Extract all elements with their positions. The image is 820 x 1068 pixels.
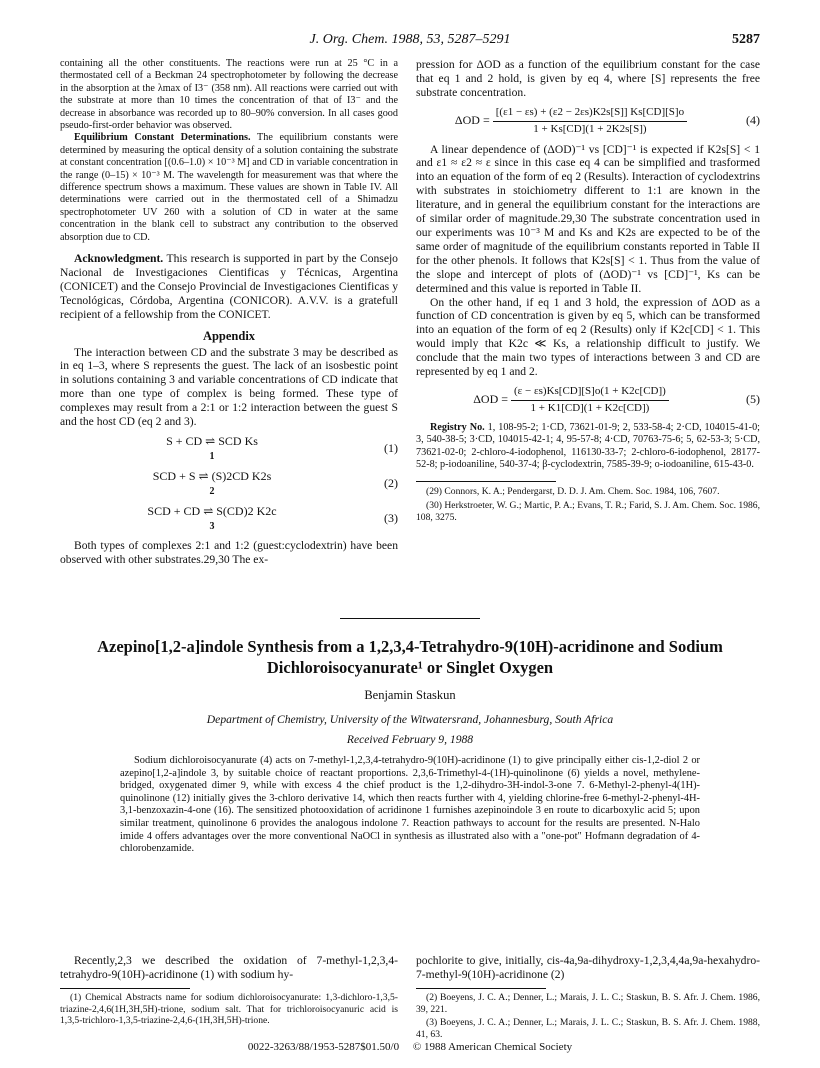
equilibrium-text: The equilibrium constants were determined by measuring the optical density of a solution containing the substrate at constant concentration [(0.6–1.0) × 10⁻³ M] and CD in variable concentration in the range (0–15) × 10⁻³ M. The wavelength for measurement was that where the difference spectrum shows a maximum. These values are shown in Table IV. All determinations were carried out in the thermostated cell of a Shimadzu spectrophotometer UV 260 with a solution of CD in water at the same concentration in the blank cell to substract any contribution to the observed absorption due to CD. — [60, 132, 398, 243]
equation-2-number: (2) — [384, 476, 398, 491]
running-header — [60, 32, 760, 52]
equation-3-number: (3) — [384, 511, 398, 526]
equation-4-number: (4) — [746, 113, 760, 128]
equation-1 — [60, 435, 398, 464]
reference-30: (30) Herkstroeter, W. G.; Martic, P. A.; Evans, T. R.; Farid, S. J. Am. Chem. Soc. 1986, 108, 3275. — [416, 499, 760, 523]
equation-2-text: SCD + S ⇌ (S)2CD K2s — [152, 468, 272, 483]
registry-heading: Registry No. — [430, 421, 485, 433]
article-author: Benjamin Staskun — [364, 688, 456, 702]
appendix-heading: Appendix — [202, 328, 256, 343]
equilibrium-heading: Equilibrium Constant Determinations. — [74, 132, 251, 144]
equation-4 — [416, 106, 760, 137]
copyright: © 1988 American Chemical Society — [412, 1041, 573, 1053]
equilibrium-paragraph — [60, 132, 398, 244]
footnotes-right — [416, 988, 760, 1042]
equation-5-denominator: 1 + K1[CD](1 + K2c[CD]) — [530, 401, 650, 414]
equation-3-text: SCD + CD ⇌ S(CD)2 K2c — [147, 503, 277, 518]
appendix-text: The interaction between CD and the substrate 3 may be described as in eq 1–3, where S represents the guest. The lack of an isosbestic point in solutions containing 3 and variable concentrations of CD indicate that more than one type of complex is being formed. These type of complexes may result from a 2:1 or 1:2 interaction between the guest S and the host CD (eq 2 and 3). — [60, 345, 398, 429]
linear-dependence-paragraph: A linear dependence of (ΔOD)⁻¹ vs [CD]⁻¹ is expected if K2s[S] < 1 and ε1 ≈ ε2 ≈ ε since in this case eq 4 can be simplified and trasformed into an equation of the form of eq 2 (Results). Interaction of cyclodextrins with substrates in stoichiometry different to 1:1 are known in the literature, and in general the equilibrium constant for the interactions are of similar order of magnitude.29,30 The substrate concentration used in our experiments was 10⁻³ M and Ks and K2s are expected to be of the same order of magnitude of the equilibrium constants reported in Table II for the other phenols. It follows that K2s[S] < 1. Thus from the value of the slope and intercept of plots of (ΔOD)⁻¹ vs [CD]⁻¹, Ks can be determined and this value is reported in Table II. — [416, 142, 760, 295]
article-separator — [340, 618, 480, 619]
footnote-2: (2) Boeyens, J. C. A.; Denner, L.; Marais, J. L. C.; Staskun, B. S. Afr. J. Chem. 1986, 39, 221. — [416, 992, 760, 1015]
equation-1-number: (1) — [384, 441, 398, 456]
received-date: Received February 9, 1988 — [346, 733, 474, 746]
body-left: Recently,2,3 we described the oxidation of 7-methyl-1,2,3,4-tetrahydro-9(10H)-acridinone (1) with sodium hy- — [60, 954, 398, 981]
registry-text: 1, 108-95-2; 1·CD, 73621-01-9; 2, 533-58-4; 2·CD, 104015-41-0; 3, 540-38-5; 3·CD, 104015-42-1; 4, 95-57-8; 4·CD, 70763-75-6; 5, 62-53-3; 5·CD, 73621-02-0; 2-chloro-4-iodophenol, 116130-33-7; 2-chloro-6-iodophenol, 28177-52-8; p-iodoaniline, 540-37-4; β-cyclodextrin, 7585-39-9; o-iodoaniline, 615-43-0. — [416, 421, 761, 470]
equation-1-compound: 1 — [209, 450, 215, 462]
references — [416, 486, 760, 523]
journal-citation: J. Org. Chem. 1988, 53, 5287–5291 — [309, 32, 511, 47]
equation-5-lhs: ΔOD = — [473, 392, 509, 407]
footnote-rule-right — [416, 988, 546, 989]
appendix-closing: Both types of complexes 2:1 and 1:2 (guest:cyclodextrin) have been observed with other substrates.29,30 The ex- — [60, 539, 398, 567]
footnotes-left — [60, 988, 398, 1029]
right-column — [416, 58, 760, 525]
equation-4-numerator: [(ε1 − εs) + (ε2 − 2εs)K2s[S]] Ks[CD][S]o — [493, 106, 687, 122]
equation-5-fraction — [511, 385, 669, 416]
acknowledgment-text: This research is supported in part by the Consejo Nacional de Investigaciones Cientificas y Técnicas, Argentina (CONICET) and the Consejo Provincial de Investigaciones Cientificas y Tecnológicas, Córdoba, Argentina (CONICOR). A.V.V. is a gratefull recipient of a fellowship from the CONICET. — [60, 252, 398, 321]
equation-2 — [60, 470, 398, 499]
article-code: 0022-3263/88/1953-5287$01.50/0 — [247, 1041, 400, 1053]
footnote-rule-left — [60, 988, 190, 989]
footnote-1: (1) Chemical Abstracts name for sodium dichloroisocyanurate: 1,3-dichloro-1,3,5-triazine-2,4,6(1H,3H,5H)-trione, sodium salt. That for trichloroisocyanuric acid is 1,3,5-trichloro-1,3,5-triazine-2,4,6-(1H,3H,5H)-trione. — [60, 992, 398, 1027]
equation-5-number: (5) — [746, 392, 760, 407]
expression-paragraph: pression for ΔOD as a function of the equilibrium constant for the case that eq 1 and 2 hold, is given by eq 4, where [S] represents the free substrate concentration. — [416, 58, 760, 99]
other-hand-paragraph: On the other hand, if eq 1 and 3 hold, the expression of ΔOD as a function of CD concentration is given by eq 5, which can be transformed into an equation of the form of eq 2 (Results) only if K2c[CD] < 1. This would imply that K2c ≪ Ks, a relationship difficult to justify. We conclude that the main two types of interactions between 3 and CD are represented by eq 1 and 2. — [416, 295, 760, 379]
acknowledgment-heading: Acknowledgment. — [74, 252, 164, 266]
equation-2-compound: 2 — [209, 485, 215, 497]
equation-4-lhs: ΔOD = — [454, 112, 490, 127]
article-abstract: Sodium dichloroisocyanurate (4) acts on 7-methyl-1,2,3,4-tetrahydro-9(10H)-acridinone (1) to give principally either cis-1,2-diol 2 or azepino[1,2-a]indole 3, by suitable choice of reactant proportions. 2,3,6-Trimethyl-4-(1H)-quinolinone (6) yields a novel, methylene-bridged, oxygenated dimer 9, while with excess 4 the chief product is the 1,2-dihydro-3H-indol-3-one 7. 6-Methyl-2-phenyl-4(1H)-quinolinone (12) initially gives the 3-chloro derivative 14, which then reacts further with 4, yielding chlorine-free 6-methyl-2-phenyl-4H-3,1-benzoxazin-4-one (16). The sensitized photooxidation of acridinone 1 furnishes azepinoindole 3 en route to dicarboxylic acid 5; upon similar treatment, quinolinone 6 provides the analogous indolone 7. Reaction pathways to account for the results are presented. N-Halo imide 4 offers advantages over the more conventional NaOCl in synthesis as illustrated also with a "one-pot" Hofmann degradation of 4-chlorobenzamide. — [120, 755, 700, 855]
acknowledgment-paragraph — [60, 252, 398, 322]
equation-4-denominator: 1 + Ks[CD](1 + 2K2s[S]) — [533, 122, 647, 135]
article-affiliation: Department of Chemistry, University of the Witwatersrand, Johannesburg, South Africa — [206, 713, 614, 726]
article-title: Azepino[1,2-a]indole Synthesis from a 1,2,3,4-Tetrahydro-9(10H)-acridinone and Sodium Dichloroisocyanurate¹ or Singlet Oxygen — [97, 637, 723, 677]
left-column — [60, 58, 398, 567]
equation-5 — [416, 385, 760, 416]
equation-1-text: S + CD ⇌ SCD Ks — [166, 433, 258, 448]
equation-3 — [60, 505, 398, 534]
equation-5-numerator: (ε − εs)Ks[CD][S]o(1 + K2c[CD]) — [511, 385, 669, 401]
reference-29: (29) Connors, K. A.; Pendergarst, D. D. J. Am. Chem. Soc. 1984, 106, 7607. — [426, 486, 720, 498]
footnote-3: (3) Boeyens, J. C. A.; Denner, L.; Marais, J. L. C.; Staskun, B. S. Afr. J. Chem. 1988, 41, 63. — [416, 1017, 760, 1040]
equation-3-compound: 3 — [209, 520, 215, 532]
body-right: pochlorite to give, initially, cis-4a,9a-dihydroxy-1,2,3,4,4a,9a-hexahydro-7-methyl-9(10H)-acridinone (2) — [416, 954, 760, 981]
page-footer — [0, 1041, 820, 1053]
equation-4-fraction — [493, 106, 687, 137]
experimental-paragraph: containing all the other constituents. The reactions were run at 25 °C in a thermostated cell of a Beckman 24 spectrophotometer by following the decrease in the absorption at the λmax of I3⁻ (358 nm). All reactions were carried out with the substrate at more than 10 times the concentration of that of I3⁻ and the decrease in absorbance was recorded up to 80–90% conversion. In all cases good pseudo-first-order behavior was observed. — [60, 58, 398, 132]
registry-paragraph — [416, 422, 760, 472]
page-number: 5287 — [732, 32, 760, 47]
